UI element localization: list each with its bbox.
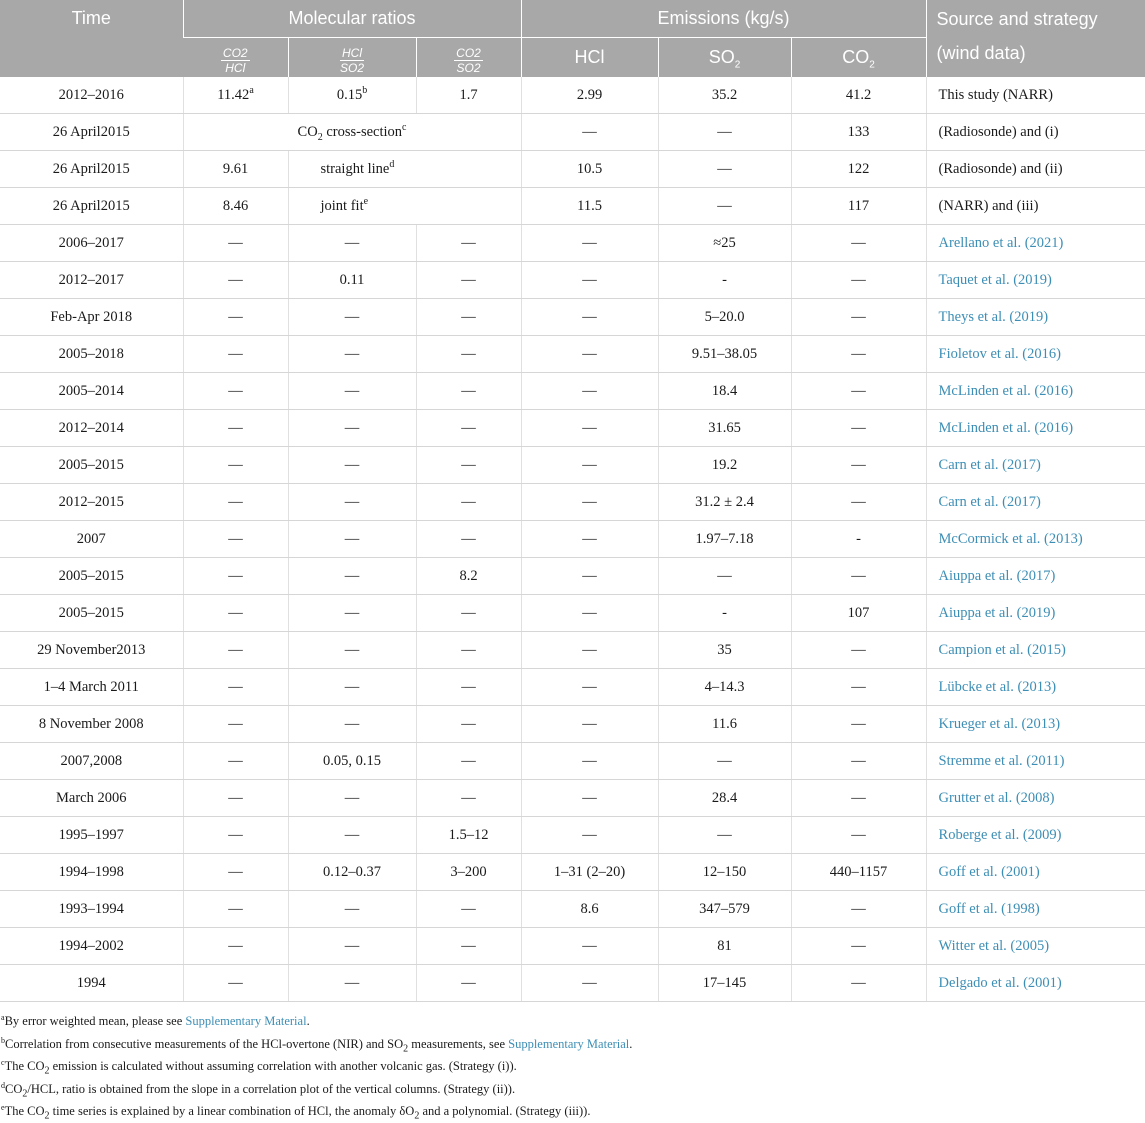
cell-so2: — xyxy=(658,151,791,188)
table-row xyxy=(0,373,1145,410)
table-row xyxy=(0,299,1145,336)
reference-link[interactable]: Goff et al. (1998) xyxy=(938,900,1040,917)
cell-hcl: — xyxy=(521,447,658,484)
cell-so2: 1.97–7.18 xyxy=(658,521,791,558)
cell-ratio-co2-so2: 1.5–12 xyxy=(416,817,521,854)
cell-ratio-co2-hcl: — xyxy=(183,854,288,891)
table-row xyxy=(0,188,1145,225)
cell-source[interactable] xyxy=(926,632,1145,669)
reference-link[interactable]: Grutter et al. (2008) xyxy=(938,789,1055,806)
cell-co2: — xyxy=(791,817,926,854)
table-row xyxy=(0,114,1145,151)
cell-so2: — xyxy=(658,188,791,225)
header-molecular-ratios: Molecular ratios xyxy=(183,0,521,38)
cell-hcl: — xyxy=(521,114,658,151)
cell-co2: — xyxy=(791,373,926,410)
cell-ratio-hcl-so2: — xyxy=(288,632,416,669)
cell-ratio-co2-so2: — xyxy=(416,632,521,669)
cell-ratio-hcl-so2: — xyxy=(288,891,416,928)
cell-time: 2012–2014 xyxy=(0,410,183,447)
reference-link[interactable]: Roberge et al. (2009) xyxy=(938,826,1062,843)
cell-hcl: — xyxy=(521,558,658,595)
cell-hcl: — xyxy=(521,632,658,669)
cell-source[interactable] xyxy=(926,558,1145,595)
cell-so2: — xyxy=(658,558,791,595)
cell-co2: — xyxy=(791,262,926,299)
cell-time: 26 April2015 xyxy=(0,151,183,188)
cell-ratio-co2-so2: — xyxy=(416,299,521,336)
cell-source: (Radiosonde) and (i) xyxy=(926,114,1145,151)
supplementary-link[interactable]: Supplementary Material xyxy=(508,1036,630,1051)
cell-ratio-co2-hcl: — xyxy=(183,410,288,447)
cell-hcl: 2.99 xyxy=(521,77,658,114)
footnote-c: $^c$The $CO_2$ emission is calculated without assuming correlation with another volcanic gas. (Strategy (i)). xyxy=(1,1057,517,1077)
cell-so2: 81 xyxy=(658,928,791,965)
cell-ratio-co2-hcl: — xyxy=(183,780,288,817)
cell-ratio-co2-hcl: — xyxy=(183,336,288,373)
table-row xyxy=(0,262,1145,299)
cell-hcl: 8.6 xyxy=(521,891,658,928)
cell-so2: 9.51–38.05 xyxy=(658,336,791,373)
cell-ratio-co2-hcl: 9.61 xyxy=(183,151,288,188)
cell-ratio-hcl-so2: — xyxy=(288,595,416,632)
cell-ratio-co2-so2: — xyxy=(416,484,521,521)
cell-time: Feb-Apr 2018 xyxy=(0,299,183,336)
header-so2: $SO_2$ xyxy=(658,38,791,78)
cell-hcl: — xyxy=(521,965,658,1002)
cell-time: 1994–1998 xyxy=(0,854,183,891)
cell-time: 2007 xyxy=(0,521,183,558)
table-row xyxy=(0,558,1145,595)
cell-source[interactable] xyxy=(926,484,1145,521)
cell-so2: 35.2 xyxy=(658,77,791,114)
cell-ratio-co2-hcl: — xyxy=(183,632,288,669)
cell-co2: — xyxy=(791,299,926,336)
reference-link[interactable]: Taquet et al. (2019) xyxy=(938,271,1052,288)
cell-ratio-co2-so2: — xyxy=(416,373,521,410)
cell-source: (Radiosonde) and (ii) xyxy=(926,151,1145,188)
cell-hcl: — xyxy=(521,706,658,743)
table-row xyxy=(0,447,1145,484)
cell-ratio-co2-so2: — xyxy=(416,262,521,299)
table-row xyxy=(0,410,1145,447)
cell-source[interactable] xyxy=(926,225,1145,262)
cell-ratio-co2-hcl: — xyxy=(183,262,288,299)
cell-ratio-co2-so2: — xyxy=(416,965,521,1002)
table-row xyxy=(0,151,1145,188)
header-co2: $CO_2$ xyxy=(791,38,926,78)
cell-time: 2012–2015 xyxy=(0,484,183,521)
cell-so2: 31.2 ± 2.4 xyxy=(658,484,791,521)
cell-hcl: — xyxy=(521,817,658,854)
cell-co2: — xyxy=(791,965,926,1002)
header-ratio-co2-so2: $\frac{CO2}{SO2}$ xyxy=(416,38,521,78)
cell-ratio-co2-so2: — xyxy=(416,780,521,817)
cell-source[interactable] xyxy=(926,262,1145,299)
reference-link[interactable]: Delgado et al. (2001) xyxy=(938,974,1062,991)
cell-co2: 117 xyxy=(791,188,926,225)
cell-so2: 347–579 xyxy=(658,891,791,928)
cell-hcl: — xyxy=(521,410,658,447)
cell-ratio-hcl-so2: — xyxy=(288,965,416,1002)
table-row xyxy=(0,965,1145,1002)
cell-so2: 12–150 xyxy=(658,854,791,891)
reference-link[interactable]: Carn et al. (2017) xyxy=(938,493,1041,510)
cell-ratio-hcl-so2: — xyxy=(288,336,416,373)
cell-source[interactable] xyxy=(926,706,1145,743)
cell-hcl: — xyxy=(521,928,658,965)
cell-source[interactable] xyxy=(926,743,1145,780)
cell-hcl: — xyxy=(521,484,658,521)
cell-time: 2005–2015 xyxy=(0,595,183,632)
cell-time: 2005–2018 xyxy=(0,336,183,373)
cell-so2: - xyxy=(658,262,791,299)
cell-ratio-co2-hcl: — xyxy=(183,299,288,336)
cell-so2: 28.4 xyxy=(658,780,791,817)
reference-link[interactable]: McLinden et al. (2016) xyxy=(938,382,1074,399)
reference-link[interactable]: McCormick et al. (2013) xyxy=(938,530,1083,547)
cell-source[interactable] xyxy=(926,854,1145,891)
cell-co2: — xyxy=(791,780,926,817)
cell-ratio-span: joint fit$^e$ xyxy=(288,188,521,225)
header-ratio-co2-hcl: $\frac{CO2}{\text{HCl}}$ xyxy=(183,38,288,78)
header-source: Source and strategy (wind data) xyxy=(926,0,1145,77)
cell-time: 1994–2002 xyxy=(0,928,183,965)
cell-ratio-co2-hcl: — xyxy=(183,484,288,521)
cell-co2: — xyxy=(791,743,926,780)
cell-ratio-hcl-so2: — xyxy=(288,373,416,410)
cell-hcl: — xyxy=(521,521,658,558)
cell-ratio-co2-so2: 3–200 xyxy=(416,854,521,891)
table-row xyxy=(0,817,1145,854)
cell-so2: 17–145 xyxy=(658,965,791,1002)
cell-ratio-span: straight line$^d$ xyxy=(288,151,521,188)
table-row xyxy=(0,225,1145,262)
table-row xyxy=(0,854,1145,891)
cell-ratio-hcl-so2: 0.12–0.37 xyxy=(288,854,416,891)
cell-ratio-co2-so2: — xyxy=(416,410,521,447)
cell-ratio-hcl-so2: 0.05, 0.15 xyxy=(288,743,416,780)
cell-time: 26 April2015 xyxy=(0,188,183,225)
cell-source[interactable] xyxy=(926,891,1145,928)
cell-time: 2007,2008 xyxy=(0,743,183,780)
table-row xyxy=(0,706,1145,743)
reference-link[interactable]: Lübcke et al. (2013) xyxy=(938,678,1057,695)
cell-time: 2006–2017 xyxy=(0,225,183,262)
cell-co2: 41.2 xyxy=(791,77,926,114)
cell-ratio-co2-hcl: — xyxy=(183,928,288,965)
cell-so2: — xyxy=(658,114,791,151)
cell-ratio-co2-so2: — xyxy=(416,669,521,706)
cell-co2: — xyxy=(791,669,926,706)
cell-co2: - xyxy=(791,521,926,558)
cell-ratio-co2-hcl: — xyxy=(183,595,288,632)
cell-ratio-hcl-so2: — xyxy=(288,817,416,854)
cell-ratio-co2-hcl: — xyxy=(183,373,288,410)
cell-co2: — xyxy=(791,410,926,447)
cell-time: 1994 xyxy=(0,965,183,1002)
cell-co2: — xyxy=(791,706,926,743)
table-row xyxy=(0,77,1145,114)
cell-ratio-co2-so2: 1.7 xyxy=(416,77,521,114)
cell-so2: 35 xyxy=(658,632,791,669)
cell-so2: 4–14.3 xyxy=(658,669,791,706)
cell-ratio-hcl-so2: — xyxy=(288,706,416,743)
cell-co2: — xyxy=(791,447,926,484)
header-ratio-hcl-so2: $\frac{\text{HCl}}{SO2}$ xyxy=(288,38,416,78)
supplementary-link[interactable]: Supplementary Material xyxy=(185,1014,307,1028)
table-row xyxy=(0,780,1145,817)
cell-ratio-co2-so2: — xyxy=(416,891,521,928)
footnote-e: $^e$The $CO_2$ time series is explained by a linear combination of HCl, the anomaly $\delta O_2$ and a polynomial. (Strategy (iii)). xyxy=(1,1102,591,1122)
cell-source[interactable] xyxy=(926,817,1145,854)
cell-time: 2012–2017 xyxy=(0,262,183,299)
cell-ratio-co2-so2: — xyxy=(416,336,521,373)
cell-ratio-co2-so2: — xyxy=(416,521,521,558)
table-row xyxy=(0,521,1145,558)
cell-time: 8 November 2008 xyxy=(0,706,183,743)
cell-ratio-co2-so2: — xyxy=(416,225,521,262)
cell-ratio-hcl-so2: — xyxy=(288,447,416,484)
cell-ratio-co2-hcl: 11.42$^a$ xyxy=(183,77,288,114)
cell-ratio-co2-hcl: — xyxy=(183,669,288,706)
cell-ratio-hcl-so2: — xyxy=(288,928,416,965)
reference-link[interactable]: Campion et al. (2015) xyxy=(938,641,1066,658)
cell-ratio-hcl-so2: — xyxy=(288,669,416,706)
header-hcl: HCl xyxy=(521,38,658,78)
reference-link[interactable]: McLinden et al. (2016) xyxy=(938,419,1074,436)
cell-source: (NARR) and (iii) xyxy=(926,188,1145,225)
cell-ratio-hcl-so2: — xyxy=(288,521,416,558)
cell-ratio-hcl-so2: — xyxy=(288,484,416,521)
cell-ratio-co2-so2: 8.2 xyxy=(416,558,521,595)
cell-co2: — xyxy=(791,632,926,669)
cell-source: This study (NARR) xyxy=(926,77,1145,114)
table-row xyxy=(0,595,1145,632)
cell-time: 2012–2016 xyxy=(0,77,183,114)
reference-link[interactable]: Witter et al. (2005) xyxy=(938,937,1050,954)
cell-ratio-co2-hcl: — xyxy=(183,891,288,928)
cell-time: 1–4 March 2011 xyxy=(0,669,183,706)
cell-time: 2005–2014 xyxy=(0,373,183,410)
cell-co2: — xyxy=(791,225,926,262)
cell-hcl: — xyxy=(521,299,658,336)
table-row xyxy=(0,669,1145,706)
cell-co2: 440–1157 xyxy=(791,854,926,891)
cell-ratio-co2-hcl: — xyxy=(183,447,288,484)
cell-co2: — xyxy=(791,558,926,595)
reference-link[interactable]: Krueger et al. (2013) xyxy=(938,715,1061,732)
table-row xyxy=(0,928,1145,965)
cell-hcl: 10.5 xyxy=(521,151,658,188)
cell-so2: 31.65 xyxy=(658,410,791,447)
cell-co2: — xyxy=(791,484,926,521)
cell-ratio-co2-hcl: — xyxy=(183,743,288,780)
cell-hcl: — xyxy=(521,669,658,706)
cell-ratio-hcl-so2: — xyxy=(288,558,416,595)
table-row xyxy=(0,484,1145,521)
cell-ratio-hcl-so2: 0.11 xyxy=(288,262,416,299)
cell-time: 1995–1997 xyxy=(0,817,183,854)
cell-ratio-co2-hcl: 8.46 xyxy=(183,188,288,225)
cell-so2: — xyxy=(658,743,791,780)
cell-ratio-hcl-so2: 0.15$^b$ xyxy=(288,77,416,114)
reference-link[interactable]: Theys et al. (2019) xyxy=(938,308,1049,325)
cell-co2: — xyxy=(791,928,926,965)
cell-ratio-hcl-so2: — xyxy=(288,299,416,336)
reference-link[interactable]: Stremme et al. (2011) xyxy=(938,752,1065,769)
table-row xyxy=(0,743,1145,780)
cell-so2: ≈25 xyxy=(658,225,791,262)
cell-source[interactable] xyxy=(926,521,1145,558)
cell-ratio-co2-hcl: — xyxy=(183,225,288,262)
reference-link[interactable]: Fioletov et al. (2016) xyxy=(938,345,1061,362)
cell-source[interactable] xyxy=(926,928,1145,965)
reference-link[interactable]: Goff et al. (2001) xyxy=(938,863,1040,880)
cell-ratio-co2-so2: — xyxy=(416,928,521,965)
cell-time: 2005–2015 xyxy=(0,447,183,484)
header-time: Time xyxy=(0,0,183,77)
cell-source[interactable] xyxy=(926,669,1145,706)
cell-hcl: 1–31 (2–20) xyxy=(521,854,658,891)
cell-ratio-co2-so2: — xyxy=(416,595,521,632)
cell-ratio-co2-hcl: — xyxy=(183,558,288,595)
cell-so2: 5–20.0 xyxy=(658,299,791,336)
reference-link[interactable]: Arellano et al. (2021) xyxy=(938,234,1064,251)
cell-so2: 19.2 xyxy=(658,447,791,484)
cell-co2: 107 xyxy=(791,595,926,632)
cell-so2: 11.6 xyxy=(658,706,791,743)
footnotes xyxy=(0,1002,1145,1123)
cell-ratio-hcl-so2: — xyxy=(288,225,416,262)
table-row xyxy=(0,891,1145,928)
cell-ratio-hcl-so2: — xyxy=(288,410,416,447)
cell-hcl: — xyxy=(521,225,658,262)
cell-source[interactable] xyxy=(926,299,1145,336)
header-emissions: Emissions (kg/s) xyxy=(521,0,926,38)
cell-source[interactable] xyxy=(926,780,1145,817)
cell-source[interactable] xyxy=(926,336,1145,373)
cell-source[interactable] xyxy=(926,965,1145,1002)
cell-time: 2005–2015 xyxy=(0,558,183,595)
cell-hcl: — xyxy=(521,373,658,410)
cell-ratio-span: $CO_2$ cross-section$^c$ xyxy=(183,114,521,151)
cell-ratio-co2-hcl: — xyxy=(183,965,288,1002)
cell-ratio-co2-so2: — xyxy=(416,447,521,484)
cell-source[interactable] xyxy=(926,373,1145,410)
cell-time: 1993–1994 xyxy=(0,891,183,928)
cell-ratio-co2-hcl: — xyxy=(183,706,288,743)
table-row xyxy=(0,336,1145,373)
cell-hcl: 11.5 xyxy=(521,188,658,225)
cell-ratio-co2-hcl: — xyxy=(183,817,288,854)
cell-hcl: — xyxy=(521,336,658,373)
reference-link[interactable]: Aiuppa et al. (2019) xyxy=(938,604,1056,621)
cell-hcl: — xyxy=(521,780,658,817)
cell-ratio-hcl-so2: — xyxy=(288,780,416,817)
cell-hcl: — xyxy=(521,743,658,780)
cell-time: March 2006 xyxy=(0,780,183,817)
reference-link[interactable]: Carn et al. (2017) xyxy=(938,456,1041,473)
cell-ratio-co2-so2: — xyxy=(416,706,521,743)
reference-link[interactable]: Aiuppa et al. (2017) xyxy=(938,567,1056,584)
cell-co2: 133 xyxy=(791,114,926,151)
cell-so2: - xyxy=(658,595,791,632)
cell-co2: — xyxy=(791,336,926,373)
table-row xyxy=(0,632,1145,669)
cell-ratio-co2-hcl: — xyxy=(183,521,288,558)
cell-co2: — xyxy=(791,891,926,928)
cell-time: 29 November2013 xyxy=(0,632,183,669)
cell-source[interactable] xyxy=(926,410,1145,447)
cell-hcl: — xyxy=(521,262,658,299)
cell-co2: 122 xyxy=(791,151,926,188)
cell-so2: — xyxy=(658,817,791,854)
cell-hcl: — xyxy=(521,595,658,632)
footnote-d: $^dCO_2$/HCL, ratio is obtained from the slope in a correlation plot of the vertical columns. (Strategy (ii)). xyxy=(1,1080,516,1099)
cell-source[interactable] xyxy=(926,447,1145,484)
cell-so2: 18.4 xyxy=(658,373,791,410)
footnote-b: $^b$Correlation from consecutive measurements of the HCl-overtone (NIR) and $SO_2$ measurements, see Supplementary Material. xyxy=(1,1035,633,1054)
cell-source[interactable] xyxy=(926,595,1145,632)
footnote-a: $^a$By error weighted mean, please see Supplementary Material. xyxy=(1,1012,310,1028)
cell-ratio-co2-so2: — xyxy=(416,743,521,780)
cell-time: 26 April2015 xyxy=(0,114,183,151)
